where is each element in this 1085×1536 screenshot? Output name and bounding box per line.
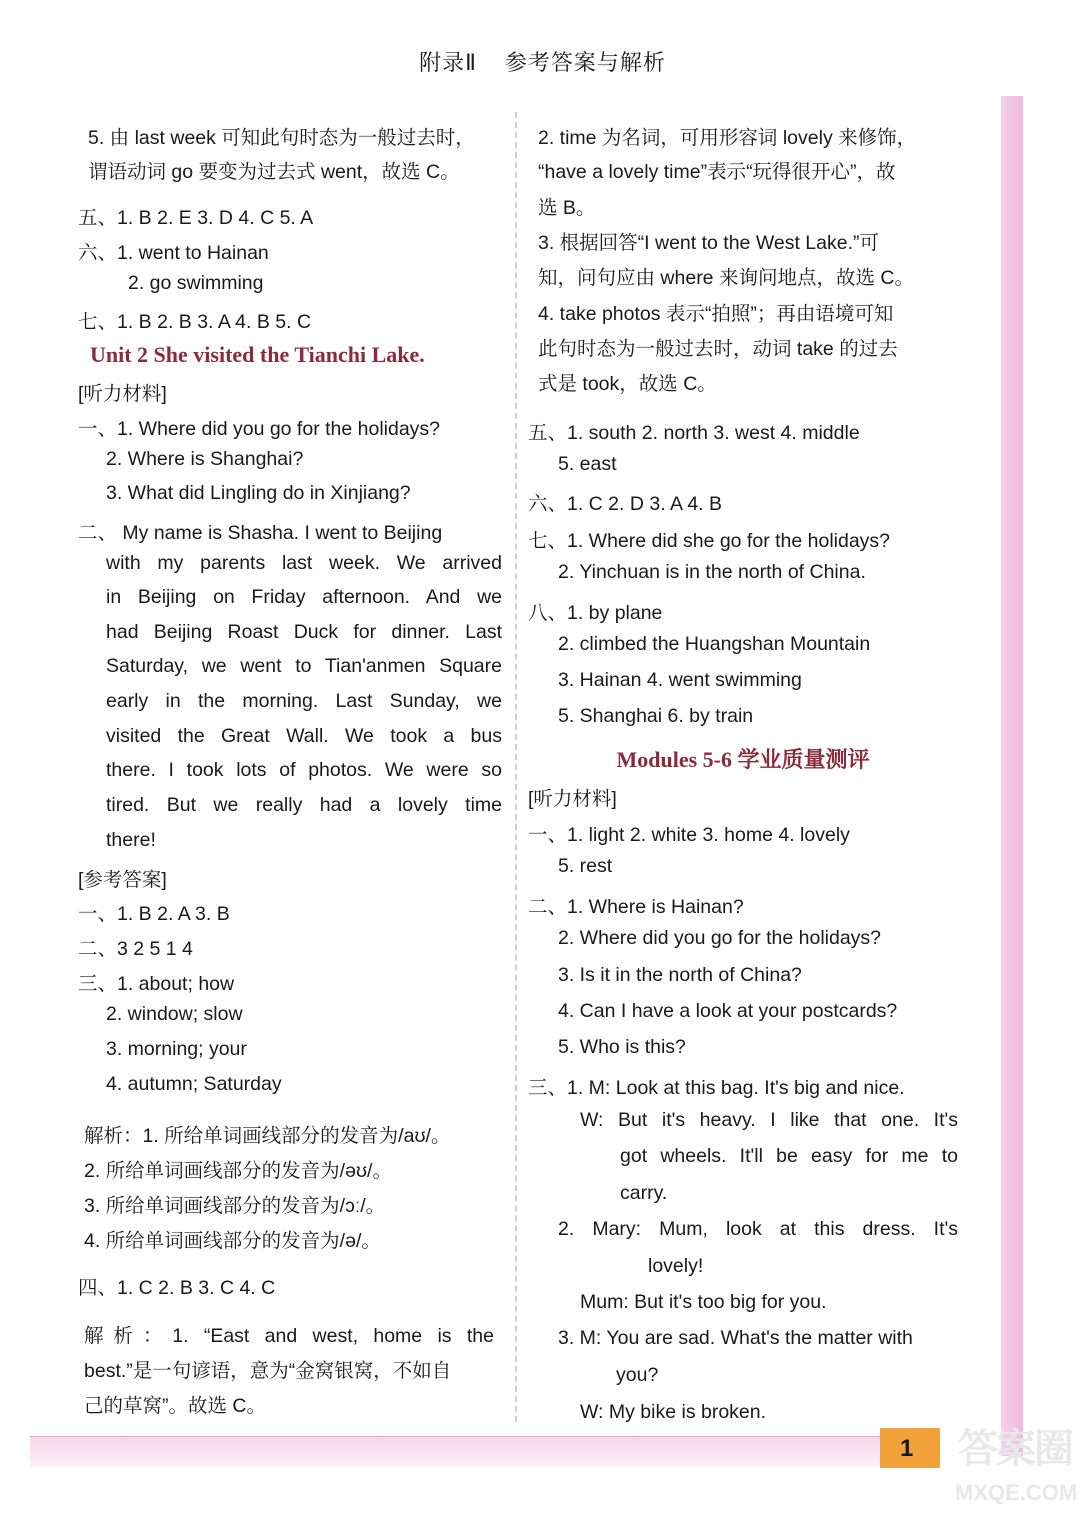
left-text-line: 解析：1. 所给单词画线部分的发音为/aʊ/。	[84, 1125, 451, 1147]
left-text-line: 2. go swimming	[128, 272, 264, 294]
right-text-line: 三、1. M: Look at this bag. It's big and nice.	[528, 1077, 905, 1099]
right-text-line: Modules 5-6 学业质量测评	[616, 747, 870, 772]
left-text-line: 谓语动词 go 要变为过去式 went，故选 C。	[88, 161, 460, 183]
right-text-line: 5. rest	[558, 855, 613, 877]
right-text-line: 式是 took，故选 C。	[538, 373, 717, 395]
right-text-line: 4. Can I have a look at your postcards?	[558, 1000, 898, 1022]
right-text-line: W: My bike is broken.	[580, 1401, 767, 1423]
left-text-line: with my parents last week. We arrived	[106, 552, 502, 574]
appendix-label: 附录Ⅱ	[419, 50, 477, 75]
right-text-line: 一、1. light 2. white 3. home 4. lovely	[528, 824, 850, 846]
right-text-line: 5. Who is this?	[558, 1036, 686, 1058]
left-text-line: 2. 所给单词画线部分的发音为/əʊ/。	[84, 1160, 392, 1182]
left-text-line: Saturday, we went to Tian'anmen Square	[106, 655, 502, 677]
right-text-line: 六、1. C 2. D 3. A 4. B	[528, 493, 723, 515]
right-text-line: 七、1. Where did she go for the holidays?	[528, 530, 891, 552]
page-number: 1	[880, 1428, 940, 1468]
left-text-line: had Beijing Roast Duck for dinner. Last	[106, 621, 502, 643]
left-text-line: 四、1. C 2. B 3. C 4. C	[78, 1277, 276, 1299]
left-text-line: in Beijing on Friday afternoon. And we	[106, 586, 502, 608]
bottom-band	[30, 1436, 910, 1467]
left-text-line: 3. morning; your	[106, 1038, 247, 1060]
left-text-line: 一、1. B 2. A 3. B	[78, 903, 230, 925]
left-text-line: 己的草窝”。故选 C。	[84, 1395, 266, 1417]
right-text-line: W: But it's heavy. I like that one. It's	[580, 1109, 958, 1131]
right-text-line: got wheels. It'll be easy for me to	[620, 1145, 958, 1167]
left-text-line: 七、1. B 2. B 3. A 4. B 5. C	[78, 311, 312, 333]
column-divider	[515, 112, 517, 1422]
right-text-line: 2. Where did you go for the holidays?	[558, 927, 882, 949]
right-text-line: 此句时态为一般过去时，动词 take 的过去	[538, 338, 898, 360]
right-text-line: 选 B。	[538, 197, 596, 219]
left-text-line: 3. 所给单词画线部分的发音为/ɔː/。	[84, 1195, 386, 1217]
right-text-line: 2. Yinchuan is in the north of China.	[558, 561, 866, 583]
right-text-line: 3. 根据回答“I went to the West Lake.”可	[538, 232, 880, 254]
left-text-line: 4. 所给单词画线部分的发音为/ə/。	[84, 1230, 381, 1252]
left-text-line: [参考答案]	[78, 869, 167, 891]
left-text-line: 2. Where is Shanghai?	[106, 448, 304, 470]
left-text-line: 3. What did Lingling do in Xinjiang?	[106, 482, 411, 504]
left-text-line: Unit 2 She visited the Tianchi Lake.	[90, 342, 425, 367]
right-text-line: 4. take photos 表示“拍照”；再由语境可知	[538, 303, 894, 325]
right-text-line: 2. climbed the Huangshan Mountain	[558, 633, 871, 655]
right-text-line: 2. time 为名词，可用形容词 lovely 来修饰，	[538, 127, 917, 149]
left-text-line: early in the morning. Last Sunday, we	[106, 690, 502, 712]
left-text-line: 六、1. went to Hainan	[78, 242, 269, 264]
right-edge-band	[1001, 96, 1023, 1456]
left-text-line: 五、1. B 2. E 3. D 4. C 5. A	[78, 207, 314, 229]
watermark-main: 答案圈	[958, 1427, 1072, 1471]
right-text-line: 5. Shanghai 6. by train	[558, 705, 754, 727]
left-text-line: best.”是一句谚语，意为“金窝银窝，不如自	[84, 1360, 452, 1382]
page-header	[0, 46, 1085, 77]
watermark-logo	[955, 1418, 1078, 1518]
right-text-line: 5. east	[558, 453, 617, 475]
left-text-line: 2. window; slow	[106, 1003, 243, 1025]
right-text-line: 3. Hainan 4. went swimming	[558, 669, 802, 691]
left-text-line: 二、 My name is Shasha. I went to Beijing	[78, 522, 443, 544]
left-text-line: [听力材料]	[78, 383, 167, 405]
left-text-line: 4. autumn; Saturday	[106, 1073, 282, 1095]
left-text-line: 一、1. Where did you go for the holidays?	[78, 418, 441, 440]
right-text-line: 3. M: You are sad. What's the matter with	[558, 1327, 913, 1349]
left-text-line: 二、3 2 5 1 4	[78, 938, 193, 960]
left-text-line: 三、1. about; how	[78, 973, 235, 995]
right-text-line: [听力材料]	[528, 788, 617, 810]
left-text-line: tired. But we really had a lovely time	[106, 794, 502, 816]
right-text-line: 3. Is it in the north of China?	[558, 964, 802, 986]
header-title: 参考答案与解析	[504, 50, 666, 75]
right-text-line: you?	[616, 1364, 659, 1386]
right-text-line: carry.	[620, 1182, 668, 1204]
left-text-line: 解析：1. “East and west, home is the	[84, 1325, 494, 1347]
left-text-line: there!	[106, 829, 156, 851]
watermark-sub: MXQE.COM	[955, 1480, 1078, 1505]
left-text-line: 5. 由 last week 可知此句时态为一般过去时，	[88, 127, 475, 149]
right-text-line: 五、1. south 2. north 3. west 4. middle	[528, 422, 860, 444]
right-text-line: 二、1. Where is Hainan?	[528, 896, 744, 918]
right-text-line: “have a lovely time”表示“玩得很开心”，故	[538, 161, 896, 183]
right-text-line: lovely!	[648, 1255, 704, 1277]
right-text-line: 八、1. by plane	[528, 602, 663, 624]
left-text-line: there. I took lots of photos. We were so	[106, 759, 502, 781]
right-text-line: 2. Mary: Mum, look at this dress. It's	[558, 1218, 958, 1240]
right-text-line: 知，问句应由 where 来询问地点，故选 C。	[538, 267, 914, 289]
right-text-line: Mum: But it's too big for you.	[580, 1291, 827, 1313]
left-text-line: visited the Great Wall. We took a bus	[106, 725, 502, 747]
